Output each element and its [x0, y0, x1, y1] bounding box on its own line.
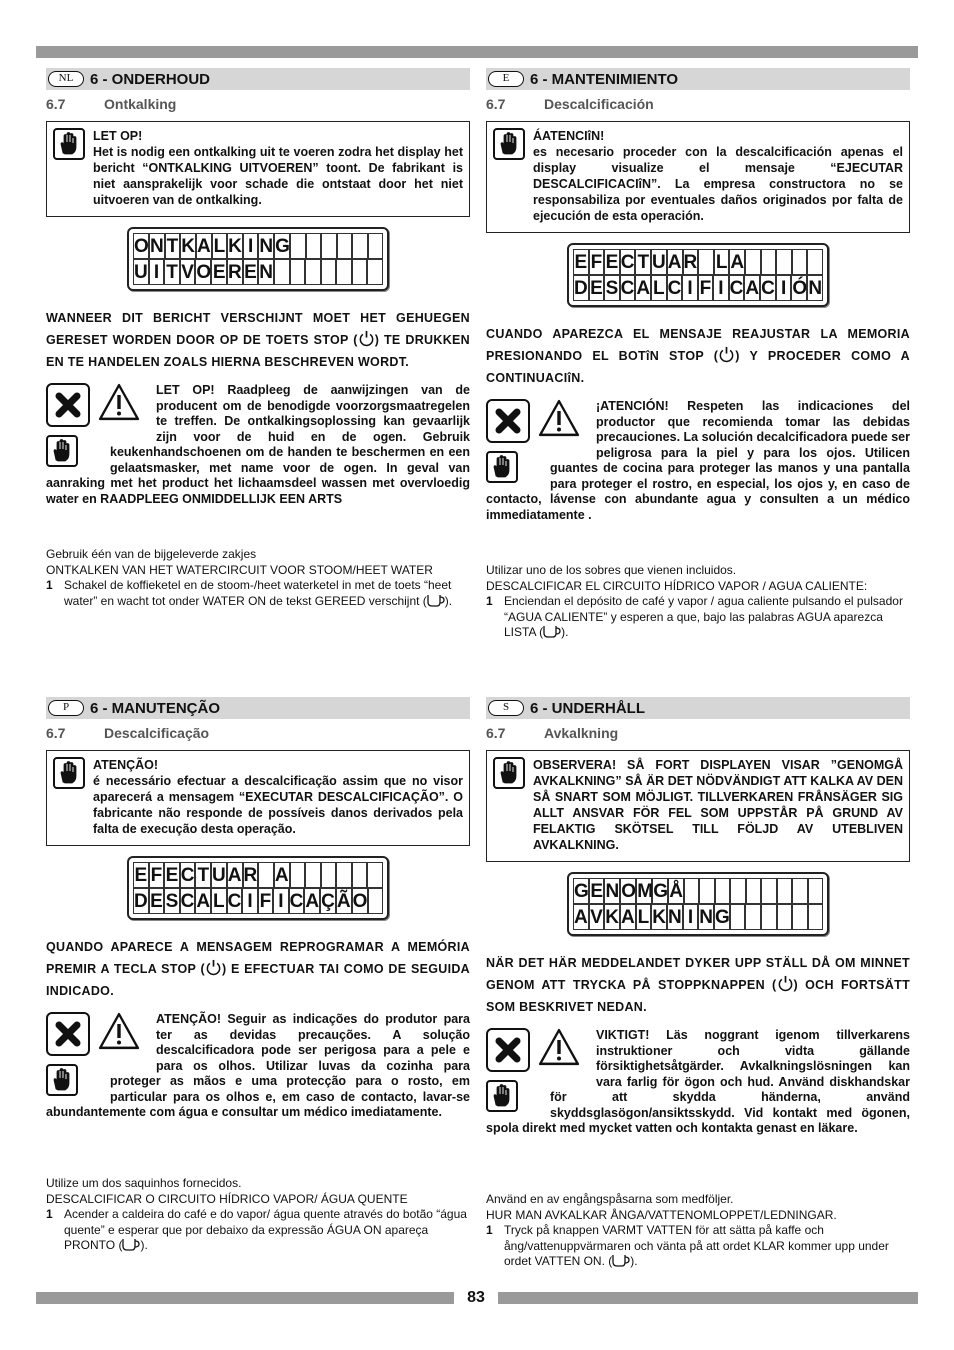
instruction-text: CUANDO APAREZCA EL MENSAJE REAJUSTAR LA MEMORIA PRESIONANDO EL BOTîN STOP ( ) Y PROCEDER COMO A CONTINUACIîN. [486, 327, 910, 385]
lcd-cell: I [713, 275, 728, 301]
lcd-cell: O [352, 888, 368, 914]
subsection-heading [486, 96, 910, 112]
lcd-cell: N [604, 878, 620, 904]
lcd-cell: O [195, 259, 211, 285]
lcd-cell [698, 249, 714, 275]
step-1 [486, 1223, 910, 1270]
lcd-cell [352, 259, 368, 285]
lcd-display [127, 227, 389, 291]
hand-stop-icon [46, 1064, 78, 1096]
lcd-cell [337, 233, 352, 259]
notice-heading: ATENÇÃO! [93, 758, 159, 772]
lcd-cell: I [776, 275, 791, 301]
lcd-cell: Ã [336, 888, 352, 914]
step-number: 1 [486, 1223, 493, 1237]
section-title: 6 - MANUTENÇÃO [90, 699, 220, 717]
footnote-line-2: HUR MAN AVKALKAR ÅNGA/VATTENOMLOPPET/LEDNINGAR. [486, 1207, 837, 1222]
lcd-cell: C [289, 888, 305, 914]
instruction-text: WANNEER DIT BERICHT VERSCHIJNT MOET HET GEHUEGEN GERESET WORDEN DOOR OP DE TOETS STOP ( ) TE DRUKKEN EN TE HANDELEN ZOALS HIERNA BESCHREVEN WORDT. [46, 311, 470, 369]
lcd-cell [777, 904, 793, 930]
lcd-cell: T [635, 249, 651, 275]
cross-icon [46, 383, 90, 427]
lcd-cell: N [149, 233, 165, 259]
subsection-number: 6.7 [486, 96, 506, 112]
lcd-cell: V [180, 259, 196, 285]
lcd-cell: E [149, 888, 164, 914]
lcd-row-2 [573, 904, 823, 930]
lcd-cell: E [133, 862, 149, 888]
lcd-cell [699, 878, 714, 904]
notice-box [46, 121, 470, 217]
lcd-cell: E [589, 878, 604, 904]
notice-body: Het is nodig een ontkalking uit te voeren zodra het display het bericht “ONTKALKING UITVOEREN” toont. De fabrikant is niet aansprakelijk voor schade die ontstaat door het niet uitvoeren van de ontkalking. [93, 145, 463, 207]
footnote-line-2: DESCALCIFICAR EL CIRCUITO HÍDRICO VAPOR / AGUA CALIENTE: [486, 578, 868, 593]
language-tag: E [488, 71, 524, 87]
lcd-cell: Ó [791, 275, 807, 301]
lcd-cell [336, 259, 352, 285]
lcd-cell: E [573, 249, 589, 275]
lcd-cell: I [242, 888, 257, 914]
section-header [46, 697, 470, 719]
lcd-cell [761, 878, 776, 904]
subsection-title: Descalcificação [104, 725, 210, 741]
footnote [486, 563, 910, 641]
lcd-cell [258, 862, 274, 888]
warning-text: VIKTIGT! Läs noggrant igenom tillverkarens instruktioner och vidta gällande försiktighetsåtgärder. Avkalkningslösningen kan vara farlig för ögon och hud. Använd diskhandskar för att skydda händerna, använd skyddsglasögon/ansiktsskydd. Vid kontakt med ögonen, spola direkt med mycket vatten och kontakta genast en läkare. [486, 1028, 910, 1135]
lcd-cell: G [274, 233, 290, 259]
notice-text [533, 757, 903, 853]
lcd-cell [761, 249, 777, 275]
lcd-cell: F [698, 275, 713, 301]
lcd-row-1 [133, 862, 383, 888]
lcd-cell: M [636, 878, 652, 904]
lcd-cell: I [273, 888, 288, 914]
lcd-cell: A [227, 862, 243, 888]
lcd-cell [715, 878, 730, 904]
lcd-cell [777, 878, 792, 904]
hand-stop-icon [53, 757, 85, 789]
lcd-row-1 [573, 878, 823, 904]
top-bar [36, 46, 918, 58]
step-1 [486, 594, 910, 641]
lcd-cell [290, 233, 305, 259]
footnote-line-1: Utilize um dos saquinhos fornecidos. [46, 1176, 242, 1190]
lcd-cell [305, 862, 321, 888]
cross-icon [486, 399, 530, 443]
step-1 [46, 578, 470, 609]
lcd-cell: E [243, 259, 259, 285]
lcd-cell: L [636, 904, 652, 930]
lcd-cell: R [227, 259, 243, 285]
lcd-cell [290, 259, 306, 285]
lcd-cell: A [304, 888, 320, 914]
lcd-cell: I [682, 275, 697, 301]
lcd-cell: V [589, 904, 605, 930]
lcd-cell [746, 878, 761, 904]
lcd-cell [368, 888, 383, 914]
lcd-cell: G [573, 878, 589, 904]
lcd-cell: A [729, 249, 745, 275]
lcd-cell: F [589, 249, 605, 275]
lcd-cell: C [180, 862, 196, 888]
lcd-cell: A [196, 233, 212, 259]
section-sv [486, 697, 910, 1270]
power-icon [358, 333, 375, 347]
lcd-cell: R [243, 862, 259, 888]
lcd-cell: K [651, 904, 667, 930]
lcd-cell: Ç [320, 888, 336, 914]
lcd-cell: C [667, 275, 683, 301]
lcd-cell: A [667, 249, 683, 275]
lcd-cell: K [227, 233, 243, 259]
warning-text: ¡ATENCIÓN! Respeten las indicaciones del productor que recomienda tomar las debidas precauciones. La solución decalcificadora puede ser peligrosa para la piel y para los ojos. Utilicen guantes de cocina para proteger las manos y una pantalla para proteger el rostro, en especial, los ojos y, en caso de contacto, lávense con abundante agua y consulten a un médico immediatamente . [486, 399, 911, 522]
notice-box [46, 750, 470, 846]
lcd-display [567, 872, 829, 936]
lcd-display [567, 243, 829, 307]
lcd-cell [745, 249, 761, 275]
subsection-number: 6.7 [46, 96, 66, 112]
step-number: 1 [486, 594, 493, 608]
lcd-cell: S [604, 275, 619, 301]
lcd-cell: Å [668, 878, 684, 904]
lcd-cell: F [149, 862, 165, 888]
lcd-cell: I [149, 259, 165, 285]
lcd-cell [352, 862, 368, 888]
lcd-cell: C [620, 249, 636, 275]
section-es [486, 68, 910, 641]
lcd-cell [792, 878, 807, 904]
lcd-cell [367, 862, 383, 888]
subsection-heading [46, 96, 470, 112]
lcd-cell: C [729, 275, 745, 301]
lcd-cell: D [133, 888, 149, 914]
power-icon [777, 978, 794, 992]
lcd-cell: O [620, 878, 636, 904]
hand-stop-icon [493, 128, 525, 160]
lcd-cell: U [133, 259, 149, 285]
cup-icon [543, 625, 561, 639]
lcd-cell: E [211, 259, 227, 285]
lcd-row-2 [133, 259, 383, 285]
hand-stop-icon [493, 757, 525, 789]
step-number: 1 [46, 1207, 53, 1221]
lcd-cell: L [714, 249, 730, 275]
footnote [46, 1176, 470, 1254]
lcd-cell [290, 862, 306, 888]
section-title: 6 - MANTENIMIENTO [530, 70, 679, 88]
lcd-cell: C [180, 888, 196, 914]
lcd-cell [761, 904, 777, 930]
lcd-cell: N [698, 904, 714, 930]
notice-body: es necesario proceder con la descalcificación apenas el display visualize el mensaje “EJECUTAR DESCALCIFICACIîN”. La empresa constructora no se responsabiliza por eventuales daños originados por falta de ejecución de esta operación. [533, 145, 903, 223]
lcd-cell: L [212, 233, 227, 259]
notice-box [486, 750, 910, 862]
section-header [46, 68, 470, 90]
lcd-cell: U [651, 249, 667, 275]
lcd-cell: D [573, 275, 589, 301]
subsection-heading [46, 725, 470, 741]
lcd-cell: F [258, 888, 273, 914]
lcd-row-1 [133, 233, 383, 259]
footnote-line-2: ONTKALKEN VAN HET WATERCIRCUIT VOOR STOOM/HEET WATER [46, 562, 433, 577]
lcd-cell [808, 904, 824, 930]
lcd-cell: A [620, 904, 636, 930]
lcd-cell: U [211, 862, 227, 888]
lcd-cell: G [714, 904, 730, 930]
warning-block [486, 1028, 910, 1178]
lcd-cell: R [683, 249, 699, 275]
subsection-heading [486, 725, 910, 741]
lcd-cell: E [164, 862, 180, 888]
language-tag: S [488, 700, 524, 716]
step-text: Acender a caldeira do café e do vapor/ água quente através do botão “água quente” e esperar que por debaixo da expressão ÁGUA ON apareça PRONTO ( ). [64, 1207, 467, 1252]
lcd-cell: N [807, 275, 823, 301]
lcd-cell: T [164, 259, 180, 285]
subsection-number: 6.7 [46, 725, 66, 741]
section-pt [46, 697, 470, 1254]
lcd-cell: A [744, 275, 760, 301]
instruction-text: QUANDO APARECE A MENSAGEM REPROGRAMAR A MEMÓRIA PREMIR A TECLA STOP ( ) E EFECTUAR TAI COMO DE SEGUIDA INDICADO. [46, 940, 470, 998]
lcd-cell [336, 862, 352, 888]
section-nl [46, 68, 470, 609]
notice-text [93, 128, 463, 208]
lcd-cell: C [227, 888, 243, 914]
lcd-cell: O [133, 233, 149, 259]
cross-icon [46, 1012, 90, 1056]
lcd-cell [306, 233, 321, 259]
section-title: 6 - ONDERHOUD [90, 70, 211, 88]
hand-stop-icon [46, 435, 78, 467]
lcd-cell [807, 249, 823, 275]
step-text: Tryck på knappen VARMT VATTEN för att sätta på kaffe och ång/vattenuppvärmaren och vänta på att ordet KLAR kommer upp under ordet VATTEN ON. ( ). [504, 1223, 889, 1268]
lcd-cell: L [211, 888, 226, 914]
cup-icon [427, 594, 445, 608]
lcd-cell: K [604, 904, 620, 930]
lcd-cell: G [652, 878, 668, 904]
lcd-cell: E [604, 249, 620, 275]
section-title: 6 - UNDERHÅLL [530, 699, 645, 717]
lcd-cell [684, 878, 699, 904]
power-icon [718, 349, 735, 363]
notice-body: é necessário efectuar a descalcificação assim que no visor aparecerá a mensagem “EXECUTAR DESCALCIFICAÇÃO”. O fabricante não responde de possíveis danos derivados pela falta de execução desta operação. [93, 774, 463, 836]
subsection-title: Descalcificación [544, 96, 654, 112]
hand-stop-icon [486, 451, 518, 483]
footnote [486, 1192, 910, 1270]
subsection-title: Ontkalking [104, 96, 177, 112]
lcd-cell: I [243, 233, 258, 259]
hand-stop-icon [486, 1080, 518, 1112]
lcd-row-1 [573, 249, 823, 275]
step-1 [46, 1207, 470, 1254]
cup-icon [612, 1254, 630, 1268]
footnote-line-1: Gebruik één van de bijgeleverde zakjes [46, 547, 257, 561]
lcd-cell [745, 904, 761, 930]
lcd-cell [808, 878, 823, 904]
lcd-cell: A [195, 888, 211, 914]
lcd-cell [776, 249, 792, 275]
lcd-cell: A [274, 862, 290, 888]
footnote-line-1: Använd en av engångspåsarna som medföljer. [486, 1192, 734, 1206]
instruction-text: NÄR DET HÄR MEDDELANDET DYKER UPP STÄLL DÅ OM MINNET GENOM ATT TRYCKA PÅ STOPPKNAPPEN ( ) OCH FORTSÄTT SOM BESKRIVET NEDAN. [486, 956, 911, 1014]
lcd-cell: A [635, 275, 651, 301]
lcd-cell: I [683, 904, 699, 930]
lcd-cell [367, 259, 383, 285]
lcd-cell: K [180, 233, 196, 259]
lcd-cell: S [164, 888, 179, 914]
notice-heading: ÁATENCIîN! [533, 129, 605, 143]
notice-text [533, 128, 903, 224]
step-number: 1 [46, 578, 53, 592]
step-text: Enciendan el depósito de café y vapor / agua caliente pulsando el pulsador “AGUA CALIENTE” y esperen a que, bajo las palabras AGUA aparezca LISTA ( ). [504, 594, 903, 639]
step-text: Schakel de koffieketel en de stoom-/heet waterketel in met de toets “heet water” en wacht tot onder WATER ON de tekst GEREED verschijnt ( ). [64, 578, 453, 608]
hand-stop-icon [53, 128, 85, 160]
notice-heading: LET OP! [93, 129, 143, 143]
page-number: 83 [467, 1289, 485, 1306]
language-tag: NL [48, 71, 84, 87]
warning-block [46, 1012, 470, 1162]
section-header [486, 697, 910, 719]
lcd-cell [321, 862, 337, 888]
warning-block [486, 399, 910, 549]
lcd-row-2 [573, 275, 823, 301]
lcd-cell: T [195, 862, 211, 888]
lcd-cell: N [258, 233, 274, 259]
lcd-cell [321, 233, 336, 259]
notice-text [93, 757, 463, 837]
subsection-title: Avkalkning [544, 725, 619, 741]
lcd-cell [792, 904, 808, 930]
lcd-cell: N [258, 259, 274, 285]
lcd-cell [730, 878, 745, 904]
lcd-cell [368, 233, 383, 259]
lcd-cell [305, 259, 321, 285]
lcd-cell [792, 249, 808, 275]
warning-text: LET OP! Raadpleeg de aanwijzingen van de producent om de benodigde voorzorgsmaatregelen te treffen. De ontkalkingsoplossing kan gevaarlijk zijn voor de huid en de ogen. Gebruik keukenhandschoenen om de handen te beschermen en een gelaatsmasker, met name voor de ogen. In geval van aanraking met het product het lichaamsdeel wassen met overvloedig water en RAADPLEEG ONMIDDELLIJK EEN ARTS [46, 383, 470, 506]
power-icon [205, 962, 222, 976]
lcd-cell: N [667, 904, 683, 930]
lcd-row-2 [133, 888, 383, 914]
footnote-line-1: Utilizar uno de los sobres que vienen incluidos. [486, 563, 737, 577]
lcd-cell: C [760, 275, 776, 301]
footnote [46, 547, 470, 609]
bottom-bar-left [36, 1292, 454, 1304]
warning-block [46, 383, 470, 533]
bottom-bar-right [498, 1292, 918, 1304]
footnote-line-2: DESCALCIFICAR O CIRCUITO HÍDRICO VAPOR/ ÁGUA QUENTE [46, 1191, 408, 1206]
lcd-cell: C [620, 275, 636, 301]
lcd-cell [352, 233, 367, 259]
lcd-display [127, 856, 389, 920]
lcd-cell: L [651, 275, 666, 301]
section-header [486, 68, 910, 90]
lcd-cell: T [165, 233, 180, 259]
cross-icon [486, 1028, 530, 1072]
cup-icon [122, 1238, 140, 1252]
notice-heading: OBSERVERA! SÅ FORT DISPLAYEN VISAR ”GENOMGÅ AVKALKNING” SÅ ÄR DET NÖDVÄNDIGT ATT KALKA AV DEN SÅ SNART SOM MÖJLIGT. TILLVERKAREN FRÅNSÄGER SIG ALLT ANSVAR FÖR FEL SOM UPPSTÅR PÅ GRUND AV FELAKTIG SKÖTSEL TILL FÖLJD AV UTEBLIVEN AVKALKNING. [533, 758, 903, 852]
lcd-cell [321, 259, 337, 285]
lcd-cell [274, 259, 290, 285]
warning-text: ATENÇÃO! Seguir as indicações do produtor para ter as devidas precauções. A solução descalcificadora pode ser perigosa para a pele e para os olhos. Utilizar luvas da cozinha para proteger as mãos e uma protecção para o rosto, em particular para os olhos e, em caso de contacto, lavar-se abundantemente com água e consultar um médico imediatamente. [46, 1012, 470, 1119]
notice-box [486, 121, 910, 233]
subsection-number: 6.7 [486, 725, 506, 741]
lcd-cell [730, 904, 746, 930]
lcd-cell: E [589, 275, 604, 301]
lcd-cell: A [573, 904, 589, 930]
language-tag: P [48, 700, 84, 716]
